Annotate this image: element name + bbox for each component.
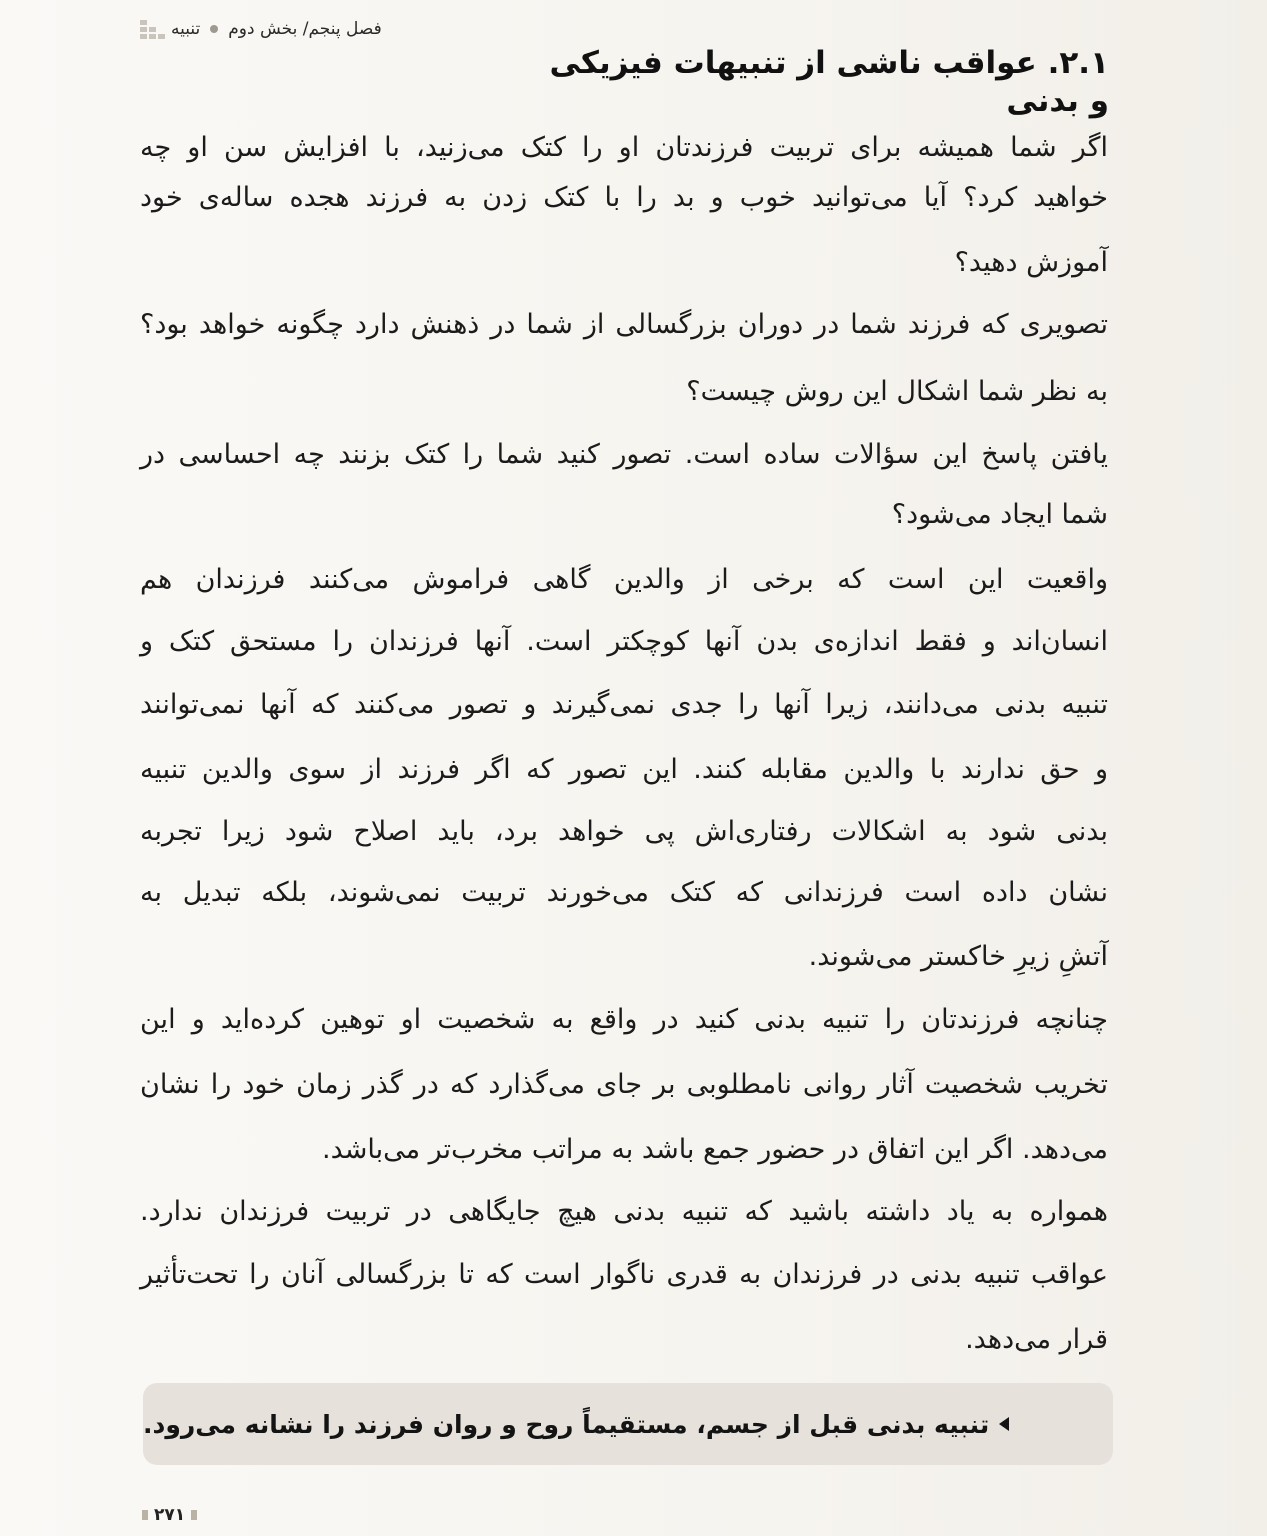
page-footer (142, 1505, 197, 1525)
paragraph-4-line-3: تنبیه بدنی می‌دانند، زیرا آنها را جدی نمی‌گیرند و تصور می‌کنند که آنها نمی‌توانند (140, 689, 1108, 720)
paragraph-2-line-1: تصویری که فرزند شما در دوران بزرگسالی از شما در ذهنش دارد چگونه خواهد بود؟ (140, 309, 1108, 340)
page-marker-right-icon (191, 1510, 197, 1520)
page-number: ۲۷۱ (154, 1505, 186, 1525)
paragraph-4-line-5: بدنی شود به اشکالات رفتاری‌اش پی خواهد برد، باید اصلاح شود زیرا تجربه (140, 816, 1108, 847)
paragraph-2-line-2: به نظر شما اشکال این روش چیست؟ (686, 376, 1108, 407)
paragraph-5-line-1: چنانچه فرزندتان را تنبیه بدنی کنید در واقع به شخصیت او توهین کرده‌اید و این (140, 1004, 1108, 1035)
paragraph-4-line-4: و حق ندارند با والدین مقابله کنند. این تصور که اگر فرزند از سوی والدین تنبیه (140, 754, 1108, 785)
section-blocks-icon (140, 20, 165, 39)
running-head-topic: تنبیه (171, 19, 201, 39)
paragraph-1-line-2: خواهید کرد؟ آیا می‌توانید خوب و بد را با کتک زدن به فرزند هجده ساله‌ی خود (140, 182, 1108, 213)
bullet-dot-icon (210, 25, 218, 33)
paragraph-4-line-7: آتشِ زیرِ خاکستر می‌شوند. (808, 941, 1108, 972)
page-marker-left-icon (142, 1510, 148, 1520)
paragraph-4-line-6: نشان داده است فرزندانی که کتک می‌خورند تربیت نمی‌شوند، بلکه تبدیل به (140, 877, 1108, 908)
triangle-bullet-icon (999, 1417, 1009, 1431)
key-point-callout (143, 1383, 1113, 1465)
paragraph-5-line-3: می‌دهد. اگر این اتفاق در حضور جمع باشد به مراتب مخرب‌تر می‌باشد. (321, 1134, 1108, 1165)
paragraph-1-line-3: آموزش دهید؟ (954, 247, 1108, 278)
paragraph-1-line-1: اگر شما همیشه برای تربیت فرزندتان او را کتک می‌زنید، با افزایش سن او چه (140, 132, 1108, 163)
callout-text: تنبیه بدنی قبل از جسم، مستقیماً روح و روان فرزند را نشانه می‌رود. (143, 1409, 990, 1439)
running-head (140, 14, 382, 44)
paragraph-6-line-3: قرار می‌دهد. (965, 1324, 1108, 1355)
paragraph-3-line-2: شما ایجاد می‌شود؟ (891, 499, 1108, 530)
paragraph-3-line-1: یافتن پاسخ این سؤالات ساده است. تصور کنید شما را کتک بزنند چه احساسی در (140, 439, 1108, 470)
section-heading: ۲.۱. عواقب ناشی از تنبیهات فیزیکی و بدنی (549, 45, 1109, 119)
running-head-chapter: فصل پنجم/ بخش دوم (228, 19, 382, 39)
paragraph-4-line-1: واقعیت این است که برخی از والدین گاهی فراموش می‌کنند فرزندان هم (140, 564, 1108, 595)
paragraph-6-line-2: عواقب تنبیه بدنی در فرزندان به قدری ناگوار است که تا بزرگسالی آنان را تحت‌تأثیر (140, 1259, 1108, 1290)
paragraph-6-line-1: همواره به یاد داشته باشید که تنبیه بدنی هیچ جایگاهی در تربیت فرزندان ندارد. (140, 1196, 1108, 1227)
paragraph-5-line-2: تخریب شخصیت آثار روانی نامطلوبی بر جای می‌گذارد که در گذر زمان خود را نشان (140, 1069, 1108, 1100)
paragraph-4-line-2: انسان‌اند و فقط اندازه‌ی بدن آنها کوچکتر است. آنها فرزندان را مستحق کتک و (140, 626, 1108, 657)
